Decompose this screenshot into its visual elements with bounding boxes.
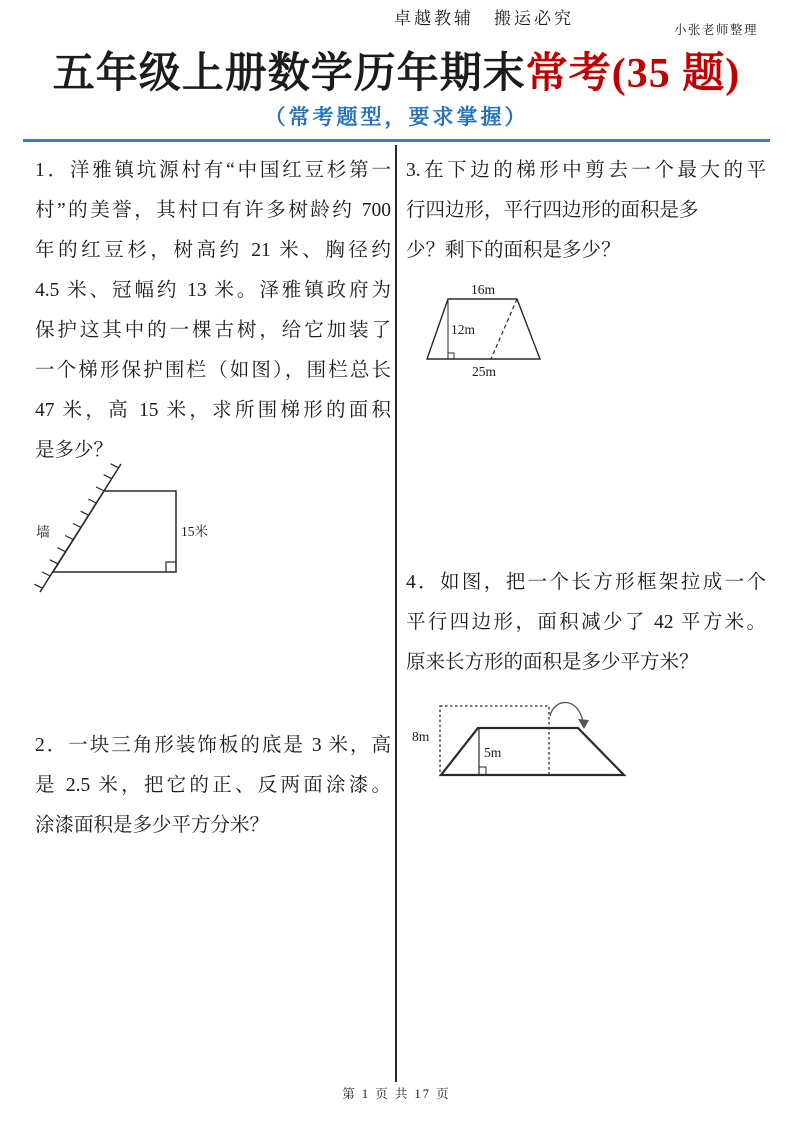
problem-2-line: 2．一块三角形装饰板的底是 3 米，高: [35, 735, 391, 756]
title-main: 五年级上册数学历年期末: [52, 51, 526, 97]
problem-4-line: 原来长方形的面积是多少平方米？: [406, 652, 699, 673]
problem-2-line: 是 2.5 米，把它的正、反两面涂漆。: [35, 775, 391, 796]
right-angle-mark: [448, 353, 454, 359]
page-title: [0, 40, 793, 100]
problem-4: [406, 563, 766, 683]
top-length-label: 16m: [470, 282, 496, 297]
problem-1-line: 年的红豆杉，树高约 21 米、胸径约: [35, 240, 391, 261]
problem-4-frame-diagram: [396, 692, 636, 789]
parallelogram-frame: [441, 728, 624, 775]
header-rule: [23, 139, 770, 142]
height-label: 5m: [484, 745, 502, 760]
problem-1-line: 是多少？: [35, 440, 114, 461]
problem-3: [406, 151, 766, 271]
right-angle-mark: [166, 562, 176, 572]
problem-4-line: 平行四边形，面积减少了 42 平方米。: [406, 612, 766, 633]
trapezoid-shape: [53, 491, 176, 572]
parallelogram-cut-line: [491, 299, 517, 359]
title-highlight: 常考(35 题): [525, 51, 741, 97]
problem-1-trapezoid-diagram: [30, 460, 240, 602]
header-credit: 小张老师整理: [674, 23, 759, 37]
problem-3-line: 3.在下边的梯形中剪去一个最大的平: [406, 160, 766, 181]
problem-2: [35, 726, 391, 846]
right-angle-mark: [479, 767, 486, 775]
problem-3-trapezoid-diagram: [420, 281, 600, 387]
page-footer: 第 1 页 共 17 页: [342, 1087, 451, 1101]
problem-1: [35, 151, 391, 471]
wall-label: 墙: [36, 526, 50, 541]
problem-3-line: 少？剩下的面积是多少？: [406, 240, 621, 261]
problem-1-line: 1．洋雅镇坑源村有“中国红豆杉第一: [35, 160, 391, 181]
problem-1-line: 保护这其中的一棵古树，给它加装了: [35, 320, 391, 341]
original-rectangle: [440, 706, 549, 775]
bottom-length-label: 25m: [471, 364, 497, 379]
rect-height-label: 8m: [412, 729, 430, 744]
pull-arrow-head: [578, 719, 589, 729]
problem-2-line: 涂漆面积是多少平方分米？: [35, 815, 270, 836]
height-label: 12m: [451, 322, 476, 337]
page-subtitle: （常考题型，要求掌握）: [264, 105, 529, 129]
problem-1-line: 村”的美誉，其村口有许多树龄约 700: [35, 200, 391, 221]
problem-3-line: 行四边形，平行四边形的面积是多: [406, 200, 699, 221]
header-watermark: 卓越教辅 搬运必究: [394, 9, 574, 28]
column-divider: [395, 145, 397, 1082]
problem-4-line: 4．如图，把一个长方形框架拉成一个: [406, 572, 766, 593]
height-label: 15米: [181, 524, 208, 539]
problem-1-line: 47 米，高 15 米，求所围梯形的面积: [35, 400, 391, 421]
problem-1-line: 一个梯形保护围栏（如图），围栏总长: [35, 360, 391, 381]
problem-1-line: 4.5 米、冠幅约 13 米。泽雅镇政府为: [35, 280, 391, 301]
trapezoid-shape: [427, 299, 540, 359]
